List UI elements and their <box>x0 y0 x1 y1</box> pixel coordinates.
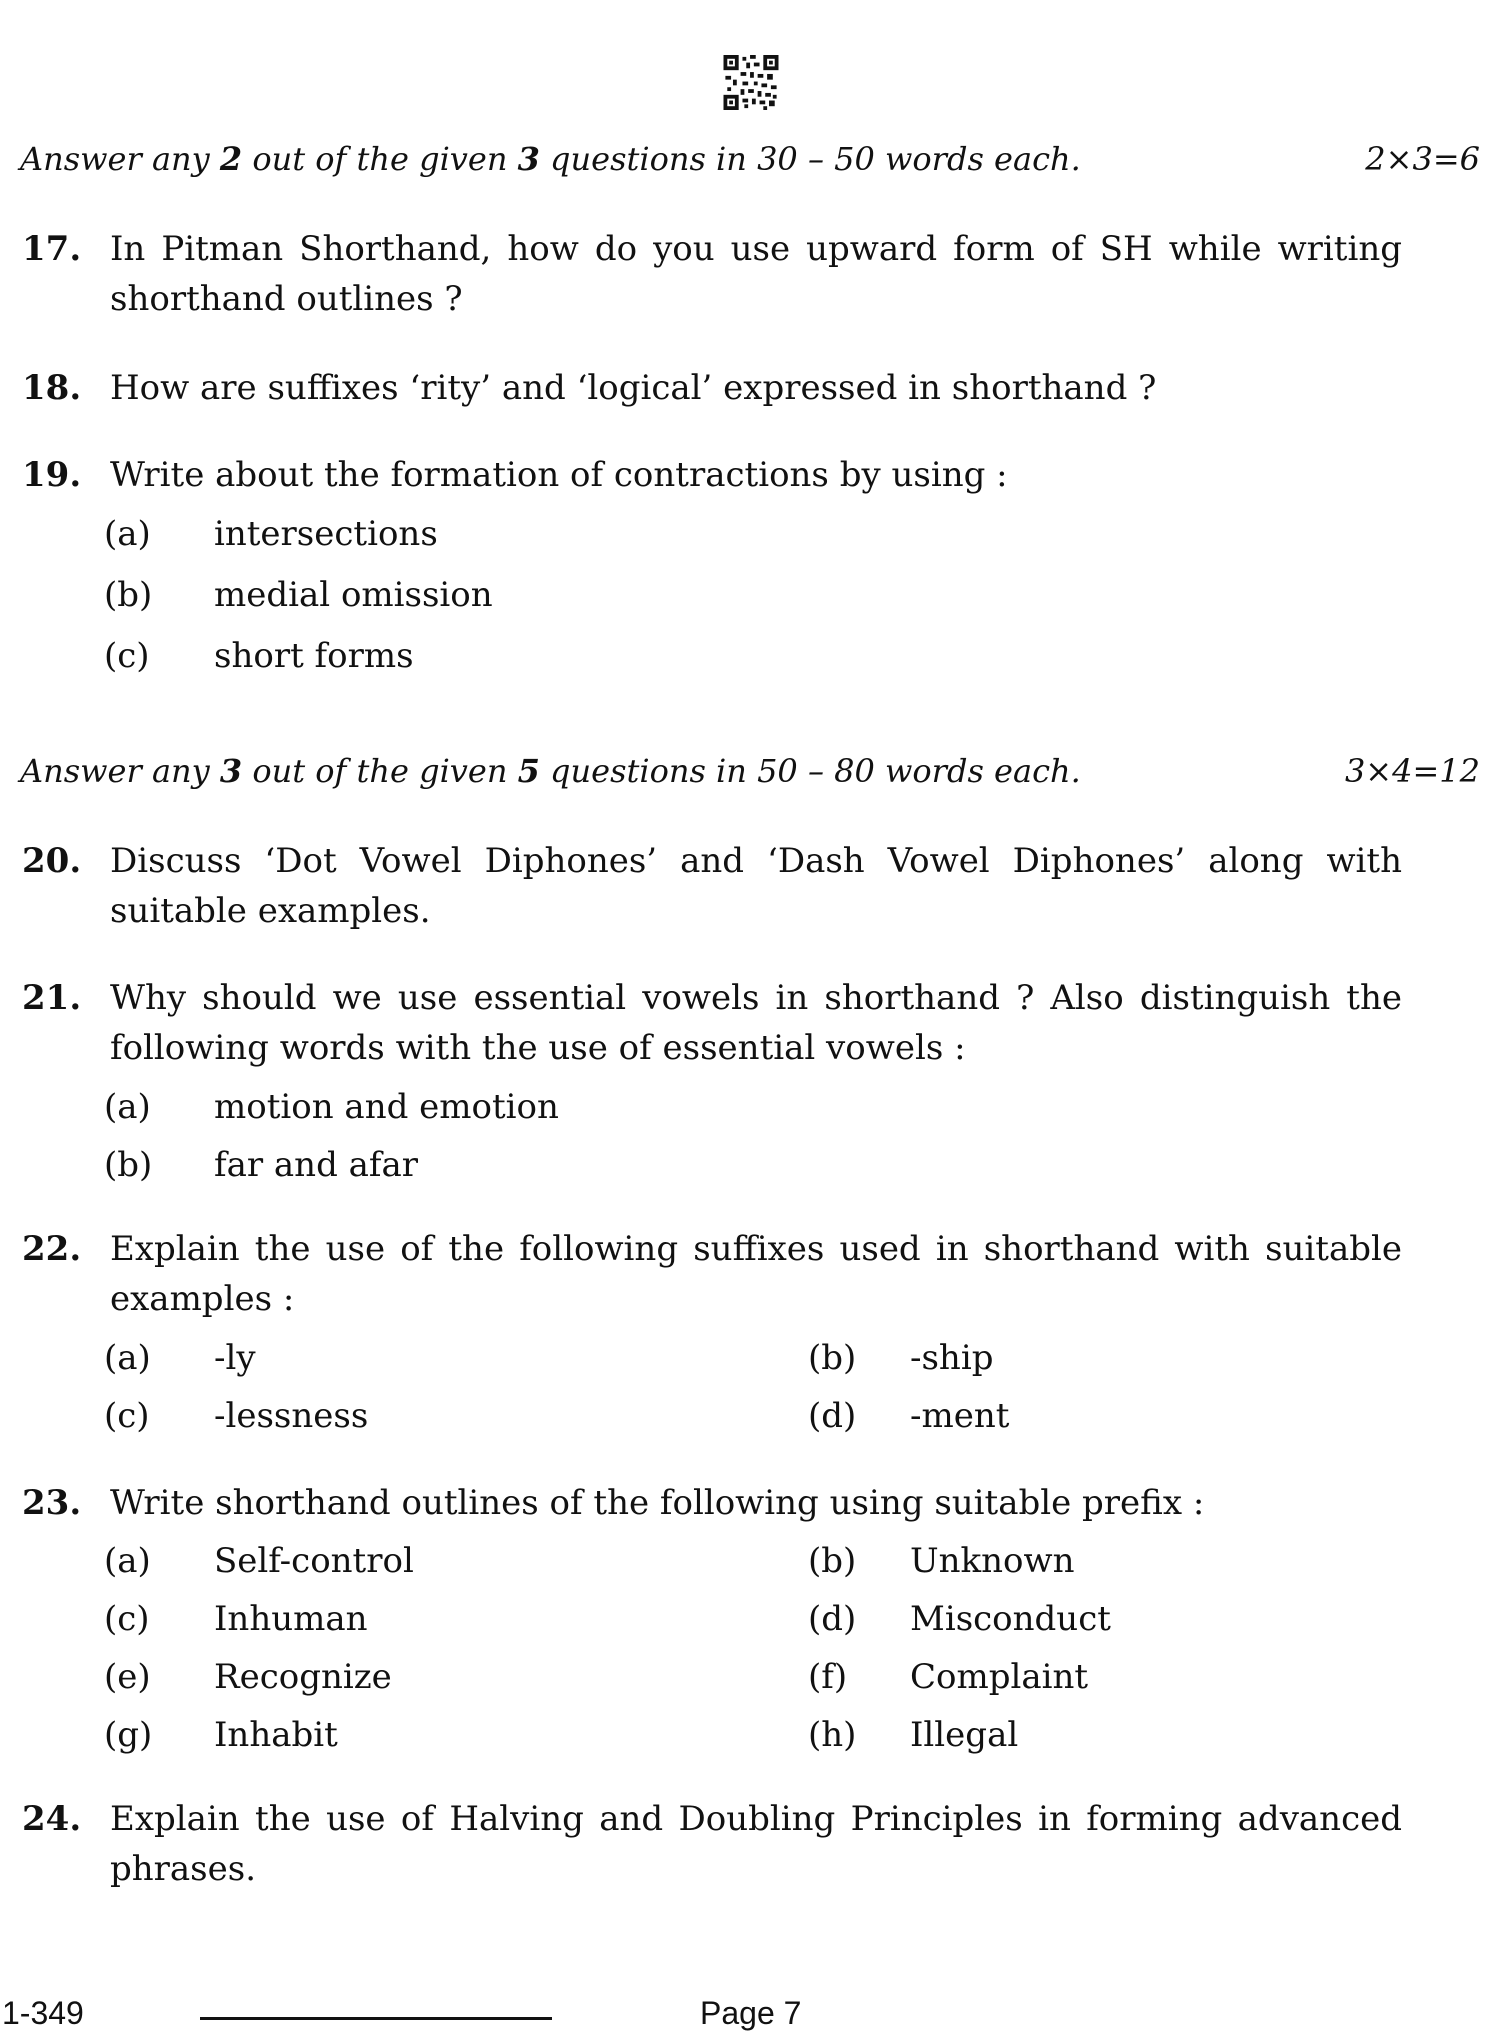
question-number: 18. <box>22 368 82 408</box>
option-label: (a) <box>104 1338 151 1378</box>
option-label: (b) <box>808 1338 857 1378</box>
question-text: Write about the formation of contractions by using : <box>110 455 1008 495</box>
question-23 <box>22 1478 1402 1528</box>
question-text: Why should we use essential vowels in shorthand ? Also distinguish the following words with the use of essential vowels : <box>110 978 1402 1068</box>
option-text: medial omission <box>214 575 493 615</box>
option-text: Self-control <box>214 1541 414 1581</box>
option-text: intersections <box>214 514 438 554</box>
question-17 <box>22 224 1402 324</box>
option-label: (a) <box>104 1541 151 1581</box>
option-label: (f) <box>808 1657 848 1697</box>
option-label: (d) <box>808 1599 857 1639</box>
option-label: (b) <box>104 575 153 615</box>
option-label: (c) <box>104 1599 150 1639</box>
question-18 <box>22 363 1402 413</box>
paper-code: 1-349 <box>2 1995 84 2031</box>
option-text: Misconduct <box>910 1599 1111 1639</box>
option-label: (d) <box>808 1396 857 1436</box>
option-text: -ment <box>910 1396 1010 1436</box>
question-number: 20. <box>22 841 82 881</box>
question-text: Explain the use of the following suffixes used in shorthand with suitable examples : <box>110 1229 1402 1319</box>
question-number: 22. <box>22 1229 82 1269</box>
question-text: How are suffixes ‘rity’ and ‘logical’ expressed in shorthand ? <box>110 368 1157 408</box>
question-number: 19. <box>22 455 82 495</box>
section-b-instruction-text: Answer any 3 out of the given 5 questions in 50 – 80 words each. <box>20 752 1081 790</box>
question-text: Write shorthand outlines of the following using suitable prefix : <box>110 1483 1205 1523</box>
qr-code-icon <box>722 55 780 110</box>
option-text: Unknown <box>910 1541 1075 1581</box>
option-label: (a) <box>104 514 151 554</box>
option-label: (b) <box>808 1541 857 1581</box>
option-text: Illegal <box>910 1715 1019 1755</box>
question-21 <box>22 973 1402 1073</box>
option-label: (e) <box>104 1657 151 1697</box>
option-text: Complaint <box>910 1657 1089 1697</box>
option-text: short forms <box>214 636 414 676</box>
question-number: 24. <box>22 1799 82 1839</box>
option-text: far and afar <box>214 1145 419 1185</box>
option-label: (g) <box>104 1715 153 1755</box>
question-text: Explain the use of Halving and Doubling Principles in forming advanced phrases. <box>110 1799 1402 1889</box>
option-label: (b) <box>104 1145 153 1185</box>
option-label: (c) <box>104 636 150 676</box>
option-text: Inhabit <box>214 1715 338 1755</box>
option-text: -ship <box>910 1338 994 1378</box>
option-label: (a) <box>104 1087 151 1127</box>
option-text: Inhuman <box>214 1599 368 1639</box>
option-text: -lessness <box>214 1396 369 1436</box>
question-text: In Pitman Shorthand, how do you use upward form of SH while writing shorthand outlines ? <box>110 229 1402 319</box>
option-label: (h) <box>808 1715 857 1755</box>
question-text: Discuss ‘Dot Vowel Diphones’ and ‘Dash Vowel Diphones’ along with suitable examples. <box>110 841 1402 931</box>
section-b-marks: 3×4=12 <box>1344 752 1480 790</box>
section-a-instruction <box>20 140 1480 178</box>
footer-divider <box>200 2017 552 2020</box>
section-a-marks: 2×3=6 <box>1365 140 1480 178</box>
question-number: 17. <box>22 229 82 269</box>
option-text: -ly <box>214 1338 256 1378</box>
option-text: Recognize <box>214 1657 392 1697</box>
question-24 <box>22 1794 1402 1894</box>
section-a-instruction-text: Answer any 2 out of the given 3 questions in 30 – 50 words each. <box>20 140 1081 178</box>
question-number: 23. <box>22 1483 82 1523</box>
question-19 <box>22 450 1402 500</box>
question-20 <box>22 836 1402 936</box>
question-number: 21. <box>22 978 82 1018</box>
option-text: motion and emotion <box>214 1087 559 1127</box>
question-22 <box>22 1224 1402 1324</box>
page-footer <box>0 1995 1505 2035</box>
section-b-instruction <box>20 752 1480 790</box>
page-number: Page 7 <box>700 1995 802 2031</box>
option-label: (c) <box>104 1396 150 1436</box>
